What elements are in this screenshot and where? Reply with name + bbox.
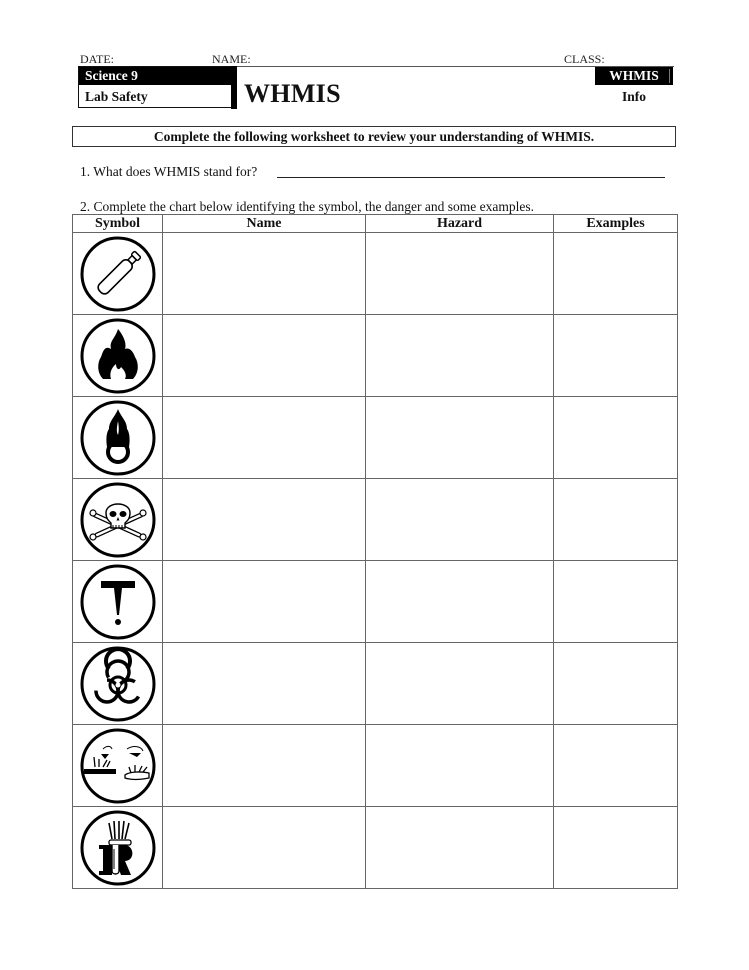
table-row: [73, 643, 678, 725]
table-row: [73, 561, 678, 643]
table-row: [73, 479, 678, 561]
hazard-cell[interactable]: [366, 315, 554, 397]
name-cell[interactable]: [163, 233, 366, 315]
topic-badge: [595, 67, 673, 85]
name-cell[interactable]: [163, 561, 366, 643]
class-label: CLASS:: [564, 52, 605, 66]
symbol-cell: [73, 643, 163, 725]
examples-cell[interactable]: [554, 233, 678, 315]
reactive-icon: [79, 809, 157, 887]
name-cell[interactable]: [163, 725, 366, 807]
corrosive-icon: [79, 727, 157, 805]
examples-cell[interactable]: [554, 725, 678, 807]
col-header-hazard: Hazard: [366, 215, 554, 233]
hazard-cell[interactable]: [366, 561, 554, 643]
badge-tick: [669, 69, 670, 83]
page-title: WHMIS: [244, 79, 341, 108]
name-cell[interactable]: [163, 807, 366, 889]
biohazard-icon: [79, 645, 157, 723]
symbol-cell: [73, 233, 163, 315]
course-box: [78, 66, 232, 108]
hazard-cell[interactable]: [366, 643, 554, 725]
answer-line-1[interactable]: [277, 177, 665, 178]
table-row: [73, 725, 678, 807]
divider-bar: [231, 66, 237, 109]
date-label: DATE:: [80, 52, 114, 66]
table-row: [73, 233, 678, 315]
examples-cell[interactable]: [554, 643, 678, 725]
question-1: 1. What does WHMIS stand for?: [80, 164, 258, 179]
instructions-box: Complete the following worksheet to review your understanding of WHMIS.: [72, 126, 676, 147]
col-header-symbol: Symbol: [73, 215, 163, 233]
table-row: [73, 807, 678, 889]
symbol-cell: [73, 479, 163, 561]
table-row: [73, 315, 678, 397]
toxic-t-icon: [79, 563, 157, 641]
name-cell[interactable]: [163, 479, 366, 561]
compressed-gas-icon: [79, 235, 157, 313]
name-cell[interactable]: [163, 397, 366, 479]
hazard-cell[interactable]: [366, 233, 554, 315]
hazard-cell[interactable]: [366, 397, 554, 479]
hazard-cell[interactable]: [366, 479, 554, 561]
oxidizer-icon: [79, 399, 157, 477]
symbol-cell: [73, 807, 163, 889]
examples-cell[interactable]: [554, 315, 678, 397]
topic-sub-label: Info: [621, 89, 646, 104]
examples-cell[interactable]: [554, 807, 678, 889]
examples-cell[interactable]: [554, 479, 678, 561]
name-label: NAME:: [212, 52, 251, 66]
chart-header-row: [73, 215, 678, 233]
question-2: 2. Complete the chart below identifying the symbol, the danger and some examples.: [80, 199, 535, 214]
course-label: Science 9: [79, 67, 232, 85]
flammable-icon: [79, 317, 157, 395]
examples-cell[interactable]: [554, 561, 678, 643]
col-header-name: Name: [163, 215, 366, 233]
symbol-cell: [73, 561, 163, 643]
symbol-cell: [73, 397, 163, 479]
topic-badge-label: WHMIS: [609, 68, 659, 83]
col-header-examples: Examples: [554, 215, 678, 233]
name-cell[interactable]: [163, 315, 366, 397]
symbol-cell: [73, 725, 163, 807]
hazard-cell[interactable]: [366, 807, 554, 889]
symbol-cell: [73, 315, 163, 397]
whmis-chart: [72, 214, 678, 889]
table-row: [73, 397, 678, 479]
hazard-cell[interactable]: [366, 725, 554, 807]
name-cell[interactable]: [163, 643, 366, 725]
poison-skull-icon: [79, 481, 157, 559]
examples-cell[interactable]: [554, 397, 678, 479]
unit-label: Lab Safety: [85, 89, 148, 104]
